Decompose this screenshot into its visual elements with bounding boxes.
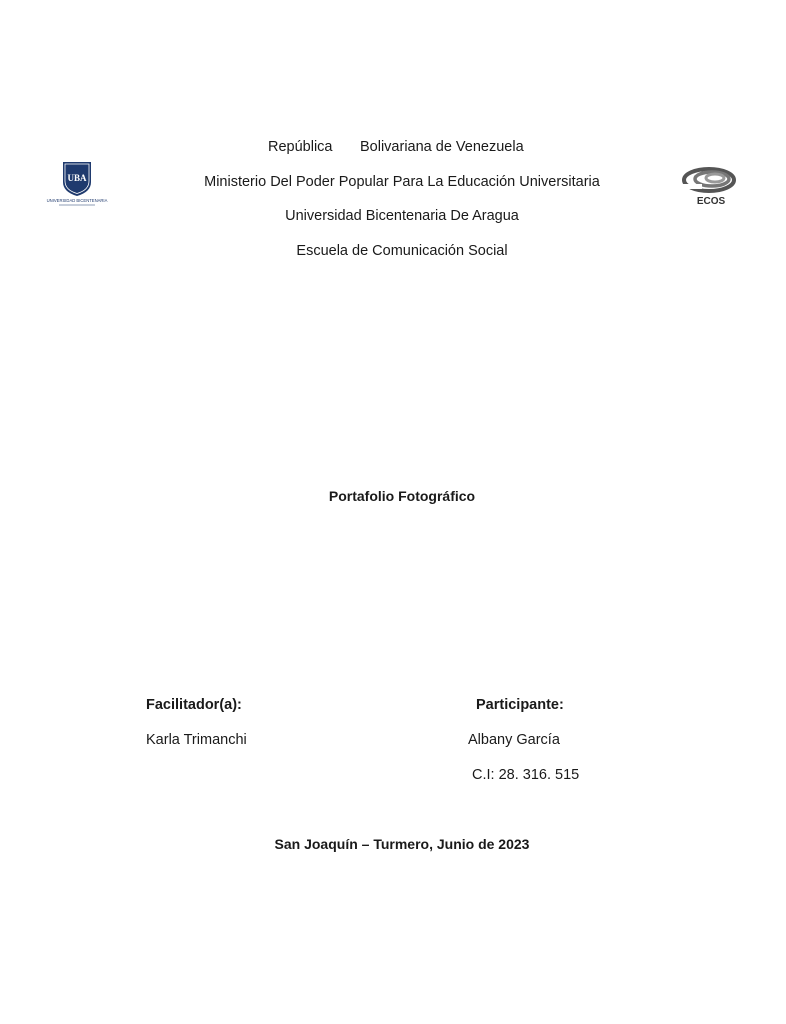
- header-line2: Ministerio Del Poder Popular Para La Educación Universitaria: [204, 174, 600, 190]
- participant-label: Participante:: [476, 697, 564, 713]
- uba-abbr: UBA: [67, 173, 87, 183]
- header-line1-republica: República: [268, 139, 333, 155]
- uba-name-text: UNIVERSIDAD BICENTENARIA: [46, 198, 108, 203]
- participant-id: C.I: 28. 316. 515: [472, 767, 580, 783]
- ecos-text: ECOS: [696, 196, 726, 207]
- header-line3: Universidad Bicentenaria De Aragua: [285, 208, 519, 224]
- document-title: Portafolio Fotográfico: [328, 488, 476, 504]
- header-line4: Escuela de Comunicación Social: [296, 243, 508, 259]
- header-line1-bolivariana: Bolivariana de Venezuela: [360, 139, 524, 155]
- place-date-footer: San Joaquín – Turmero, Junio de 2023: [274, 836, 530, 852]
- participant-name: Albany García: [468, 732, 560, 748]
- facilitator-label: Facilitador(a):: [146, 697, 242, 713]
- facilitator-name: Karla Trimanchi: [146, 732, 247, 748]
